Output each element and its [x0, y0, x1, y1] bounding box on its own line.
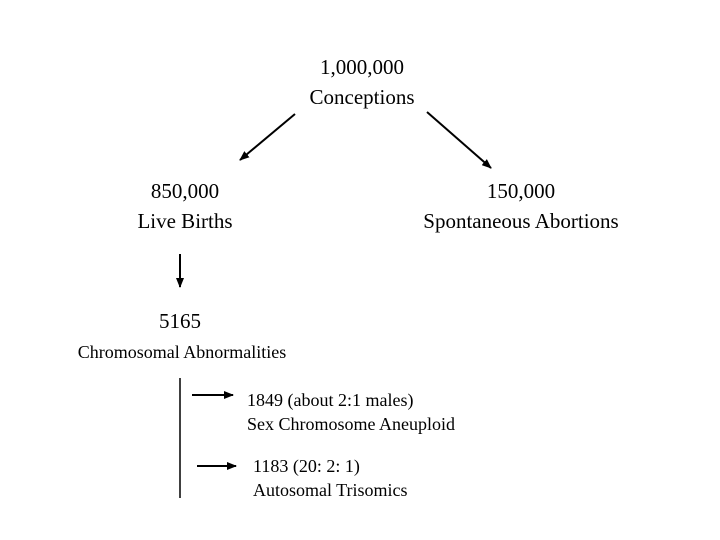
autosomal-label: Autosomal Trisomics: [253, 480, 408, 500]
abnormalities-label: Chromosomal Abnormalities: [77, 342, 287, 362]
conceptions-count: 1,000,000: [320, 55, 404, 79]
autosomal-node: [253, 454, 408, 502]
sex-aneuploid-count: 1849 (about 2:1 males): [247, 390, 414, 410]
arrow-to-abortions: [427, 112, 491, 168]
conceptions-node: [262, 52, 462, 112]
live-births-node: [110, 176, 260, 236]
autosomal-count: 1183 (20: 2: 1): [253, 456, 360, 476]
live-births-label: Live Births: [137, 209, 233, 233]
abortions-label: Spontaneous Abortions: [423, 209, 619, 233]
arrow-to-live-births: [240, 114, 295, 160]
abortions-node: [392, 176, 650, 236]
live-births-count: 850,000: [150, 179, 220, 203]
conceptions-label: Conceptions: [309, 85, 415, 109]
sex-aneuploid-node: [247, 388, 455, 436]
sex-aneuploid-label: Sex Chromosome Aneuploid: [247, 414, 455, 434]
abortions-count: 150,000: [486, 179, 556, 203]
abnormalities-count: 5165: [159, 309, 201, 333]
